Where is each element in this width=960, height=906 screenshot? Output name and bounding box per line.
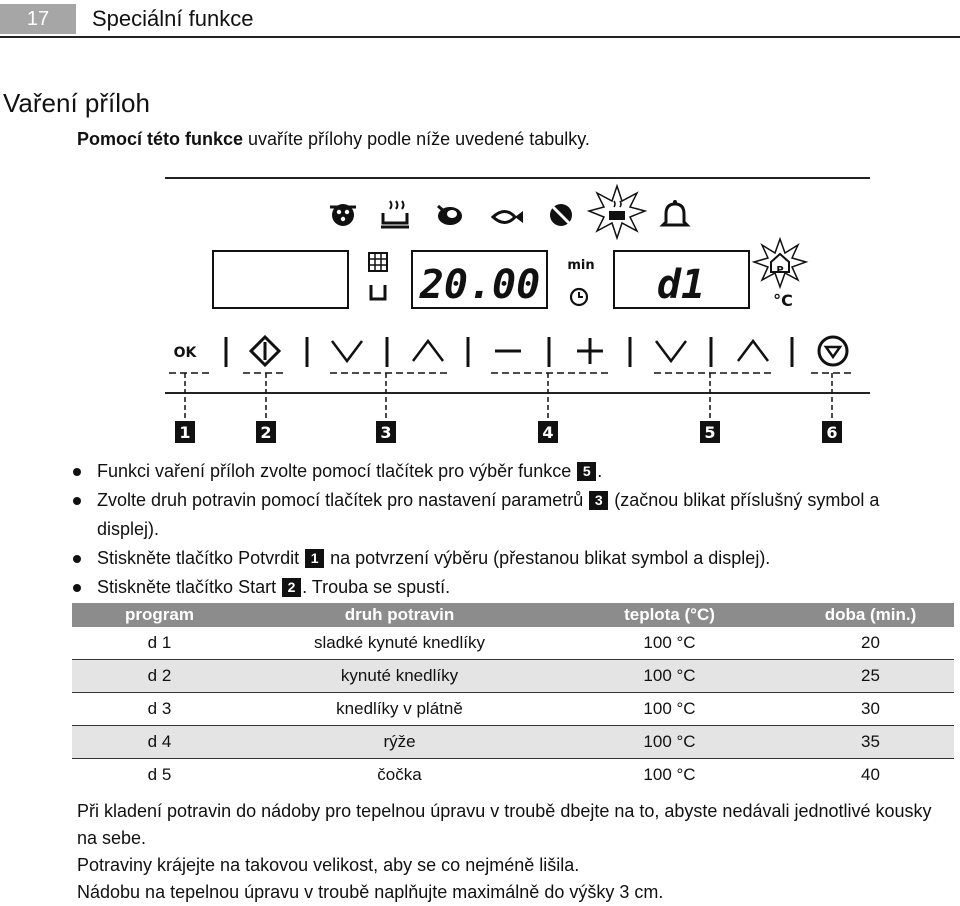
instruction-list xyxy=(70,457,940,602)
stop-button[interactable] xyxy=(819,337,847,365)
svg-text:2: 2 xyxy=(260,423,272,442)
program-table xyxy=(72,603,954,791)
column-header: program xyxy=(72,603,247,627)
function-down-button[interactable] xyxy=(332,341,362,361)
column-header: doba (min.) xyxy=(787,603,954,627)
intro-text xyxy=(77,128,590,150)
defrost-icon xyxy=(550,204,572,226)
column-header: teplota (°C) xyxy=(552,603,787,627)
column-header: druh potravin xyxy=(247,603,552,627)
notes-section xyxy=(77,798,947,906)
table-row xyxy=(72,726,954,759)
pizza-icon xyxy=(330,204,356,226)
ok-button[interactable]: OK xyxy=(173,345,197,361)
program-symbol: P xyxy=(776,265,784,276)
table-cell: 100 °C xyxy=(552,693,787,726)
callout-5 xyxy=(700,421,720,443)
pot-icon xyxy=(589,186,645,238)
callout-2 xyxy=(256,421,276,443)
intro-bold: Pomocí této funkce xyxy=(77,129,244,149)
instruction-text: (začnou blikat příslušný symbol a displej). xyxy=(97,490,880,539)
instruction-item xyxy=(70,486,940,544)
svg-text:6: 6 xyxy=(826,423,838,442)
instruction-item xyxy=(70,573,940,602)
cup-icon xyxy=(371,285,385,299)
instruction-text: Zvolte druh potravin pomocí tlačítek pro nastavení parametrů xyxy=(97,490,589,510)
table-cell: d 3 xyxy=(72,693,247,726)
table-row xyxy=(72,693,954,726)
table-cell: 40 xyxy=(861,765,880,784)
note-paragraph: Potraviny krájejte na takovou velikost, aby se co nejméně lišila. xyxy=(77,855,580,875)
step-badge: 5 xyxy=(577,462,596,481)
table-cell: rýže xyxy=(247,726,552,759)
table-row xyxy=(72,660,954,693)
min-label: min xyxy=(567,258,595,273)
degree-label: °C xyxy=(773,291,793,310)
svg-text:3: 3 xyxy=(380,423,392,442)
instruction-text: Stiskněte tlačítko Start xyxy=(97,577,282,597)
intro-rest: uvaříte přílohy podle níže uvedené tabulky. xyxy=(243,129,590,149)
header-divider xyxy=(0,36,960,38)
clock-icon xyxy=(571,289,587,305)
instruction-text: Stiskněte tlačítko Potvrdit xyxy=(97,548,305,568)
table-cell: d 4 xyxy=(72,726,247,759)
grid-icon xyxy=(369,253,387,271)
left-display xyxy=(213,251,348,308)
svg-text:4: 4 xyxy=(542,423,554,442)
table-row xyxy=(72,759,954,792)
start-button[interactable] xyxy=(251,337,279,365)
time-readout: 20.00 xyxy=(419,262,541,308)
control-panel-svg xyxy=(165,175,875,450)
callout-3 xyxy=(376,421,396,443)
callout-4 xyxy=(538,421,558,443)
table-cell: 20 xyxy=(787,627,954,660)
roast-icon xyxy=(438,206,462,225)
fish-icon xyxy=(493,211,523,223)
callout-1 xyxy=(175,421,195,443)
note-paragraph: Při kladení potravin do nádoby pro tepelnou úpravu v troubě dbejte na to, abyste nedávali jednotlivé kousky na sebe. xyxy=(77,801,932,848)
table-cell: čočka xyxy=(377,765,422,784)
table-cell: 35 xyxy=(787,726,954,759)
table-cell: d 1 xyxy=(72,627,247,660)
table-cell: knedlíky v plátně xyxy=(247,693,552,726)
program-readout: d1 xyxy=(656,262,706,308)
table-cell: d 5 xyxy=(147,765,172,784)
table-cell: d 2 xyxy=(72,660,247,693)
instruction-item xyxy=(70,457,940,486)
step-badge: 2 xyxy=(282,578,301,597)
instruction-text: Funkci vaření příloh zvolte pomocí tlačítek pro výběr funkce xyxy=(97,461,577,481)
table-cell: 100 °C xyxy=(552,726,787,759)
instruction-item xyxy=(70,544,940,573)
table-row xyxy=(72,627,954,660)
table-header-row xyxy=(72,603,954,627)
svg-text:1: 1 xyxy=(179,423,191,442)
table-cell: 25 xyxy=(787,660,954,693)
bell-icon xyxy=(663,200,687,225)
table-cell: 100 °C xyxy=(552,660,787,693)
instruction-text: . Trouba se spustí. xyxy=(302,577,451,597)
param-up-button[interactable] xyxy=(738,341,768,361)
page-title: Vaření příloh xyxy=(3,88,150,118)
table-cell: sladké kynuté knedlíky xyxy=(247,627,552,660)
page-header xyxy=(0,0,960,38)
step-badge: 1 xyxy=(305,549,324,568)
program-p-icon xyxy=(754,239,806,287)
param-down-button[interactable] xyxy=(656,341,686,361)
table-cell: 100 °C xyxy=(552,627,787,660)
note-paragraph: Nádobu na tepelnou úpravu v troubě naplňujte maximálně do výšky 3 cm. xyxy=(77,882,664,902)
callout-6 xyxy=(822,421,842,443)
control-panel-diagram xyxy=(165,175,875,450)
plus-button[interactable] xyxy=(577,338,603,364)
steam-icon xyxy=(381,201,409,227)
table-cell: 100 °C xyxy=(643,765,696,784)
page-number: 17 xyxy=(0,4,76,34)
instruction-text: na potvrzení výběru (přestanou blikat symbol a displej). xyxy=(325,548,771,568)
callout-leaders xyxy=(185,373,832,422)
step-badge: 3 xyxy=(589,491,608,510)
svg-text:5: 5 xyxy=(704,423,716,442)
function-up-button[interactable] xyxy=(413,341,443,361)
section-title: Speciální funkce xyxy=(92,6,254,31)
instruction-text: . xyxy=(597,461,603,481)
table-cell: kynuté knedlíky xyxy=(247,660,552,693)
table-cell: 30 xyxy=(787,693,954,726)
